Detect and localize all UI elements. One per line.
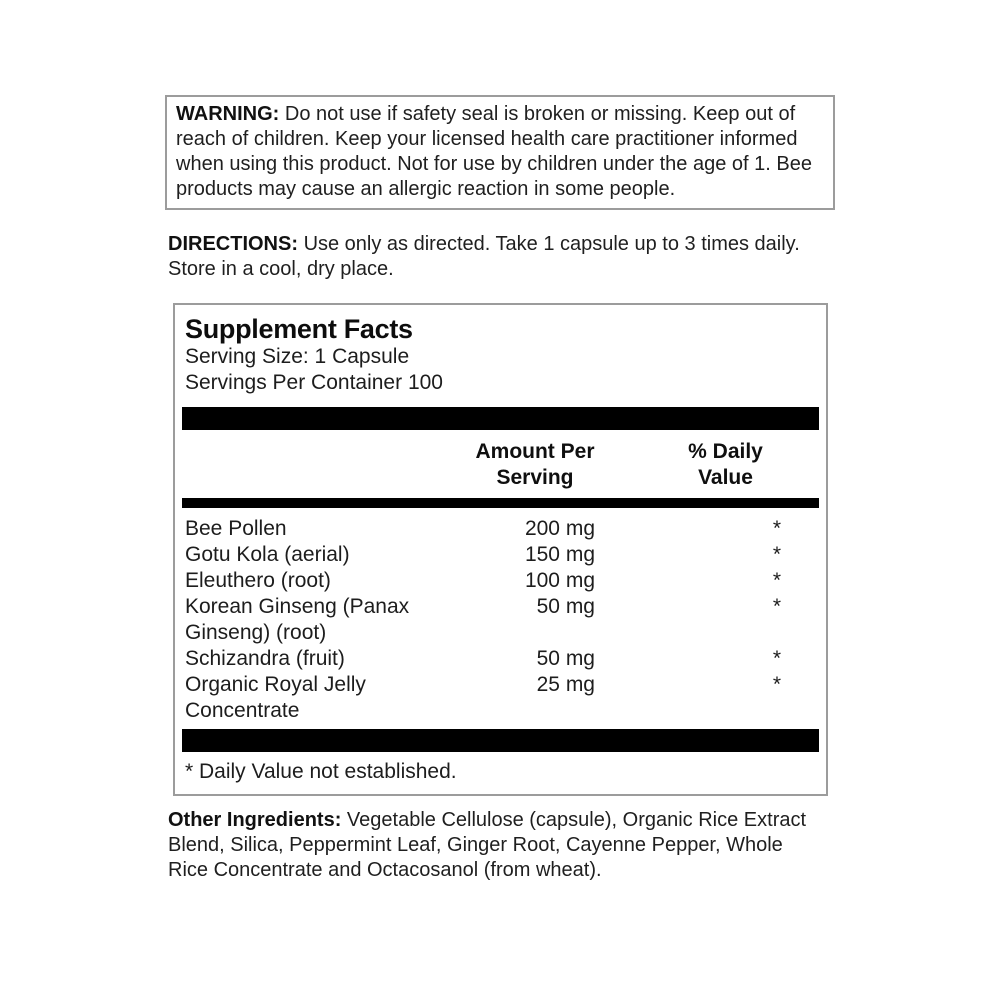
table-row bbox=[175, 542, 826, 568]
ingredient-name: Bee Pollen bbox=[185, 517, 287, 540]
ingredient-amount: 150 mg bbox=[524, 543, 595, 566]
serving-size: Serving Size: 1 Capsule bbox=[185, 345, 410, 368]
divider-bar-top bbox=[182, 407, 819, 430]
warning-text: Do not use if safety seal is broken or missing. Keep out of reach of children. Keep your licensed health care practitioner informed when using this product. Not for use by children under the age of 1. Bee products may cause an allergic reaction in some people. bbox=[176, 103, 812, 200]
ingredient-rows bbox=[175, 516, 826, 724]
ingredient-amount: 25 mg bbox=[536, 673, 595, 696]
ingredient-dv: * bbox=[772, 517, 781, 540]
header-spacer bbox=[185, 439, 435, 491]
ingredient-dv: * bbox=[772, 673, 781, 696]
ingredient-dv: * bbox=[772, 647, 781, 670]
ingredient-amount: 50 mg bbox=[536, 647, 595, 670]
supplement-facts-title: Supplement Facts bbox=[185, 314, 413, 344]
ingredient-name: Eleuthero (root) bbox=[185, 569, 331, 592]
percent-daily-value-header: % Daily Value bbox=[688, 440, 763, 489]
ingredient-amount: 200 mg bbox=[524, 517, 595, 540]
other-ingredients-paragraph bbox=[168, 808, 808, 883]
table-row bbox=[175, 646, 826, 672]
warning-paragraph bbox=[176, 102, 826, 202]
column-header-row bbox=[175, 439, 826, 491]
table-row bbox=[175, 516, 826, 542]
ingredient-dv: * bbox=[772, 543, 781, 566]
supplement-facts-panel bbox=[173, 303, 828, 796]
ingredient-name: Organic Royal Jelly Concentrate bbox=[185, 673, 366, 722]
ingredient-name: Gotu Kola (aerial) bbox=[185, 543, 350, 566]
directions-text: Use only as directed. Take 1 capsule up to 3 times daily. Store in a cool, dry place. bbox=[168, 233, 800, 280]
table-row bbox=[175, 568, 826, 594]
other-ingredients-text: Vegetable Cellulose (capsule), Organic Rice Extract Blend, Silica, Peppermint Leaf, Ginger Root, Cayenne Pepper, Whole Rice Concentrate and Octacosanol (from wheat). bbox=[168, 809, 807, 881]
table-row bbox=[175, 594, 826, 646]
directions-paragraph bbox=[168, 232, 800, 282]
amount-per-serving-header: Amount Per Serving bbox=[475, 440, 595, 489]
ingredient-amount: 100 mg bbox=[524, 569, 595, 592]
servings-per-container: Servings Per Container 100 bbox=[185, 371, 443, 394]
other-ingredients-label: Other Ingredients: bbox=[168, 809, 342, 831]
ingredient-name: Korean Ginseng (Panax Ginseng) (root) bbox=[185, 595, 410, 644]
daily-value-footnote: * Daily Value not established. bbox=[185, 760, 457, 783]
divider-bar-header bbox=[182, 498, 819, 508]
warning-label: WARNING: bbox=[176, 103, 280, 125]
divider-bar-bottom bbox=[182, 729, 819, 752]
directions-label: DIRECTIONS: bbox=[168, 233, 298, 255]
table-row bbox=[175, 672, 826, 724]
ingredient-name: Schizandra (fruit) bbox=[185, 647, 345, 670]
ingredient-dv: * bbox=[772, 595, 781, 618]
ingredient-amount: 50 mg bbox=[536, 595, 595, 618]
ingredient-dv: * bbox=[772, 569, 781, 592]
warning-box bbox=[165, 95, 835, 210]
